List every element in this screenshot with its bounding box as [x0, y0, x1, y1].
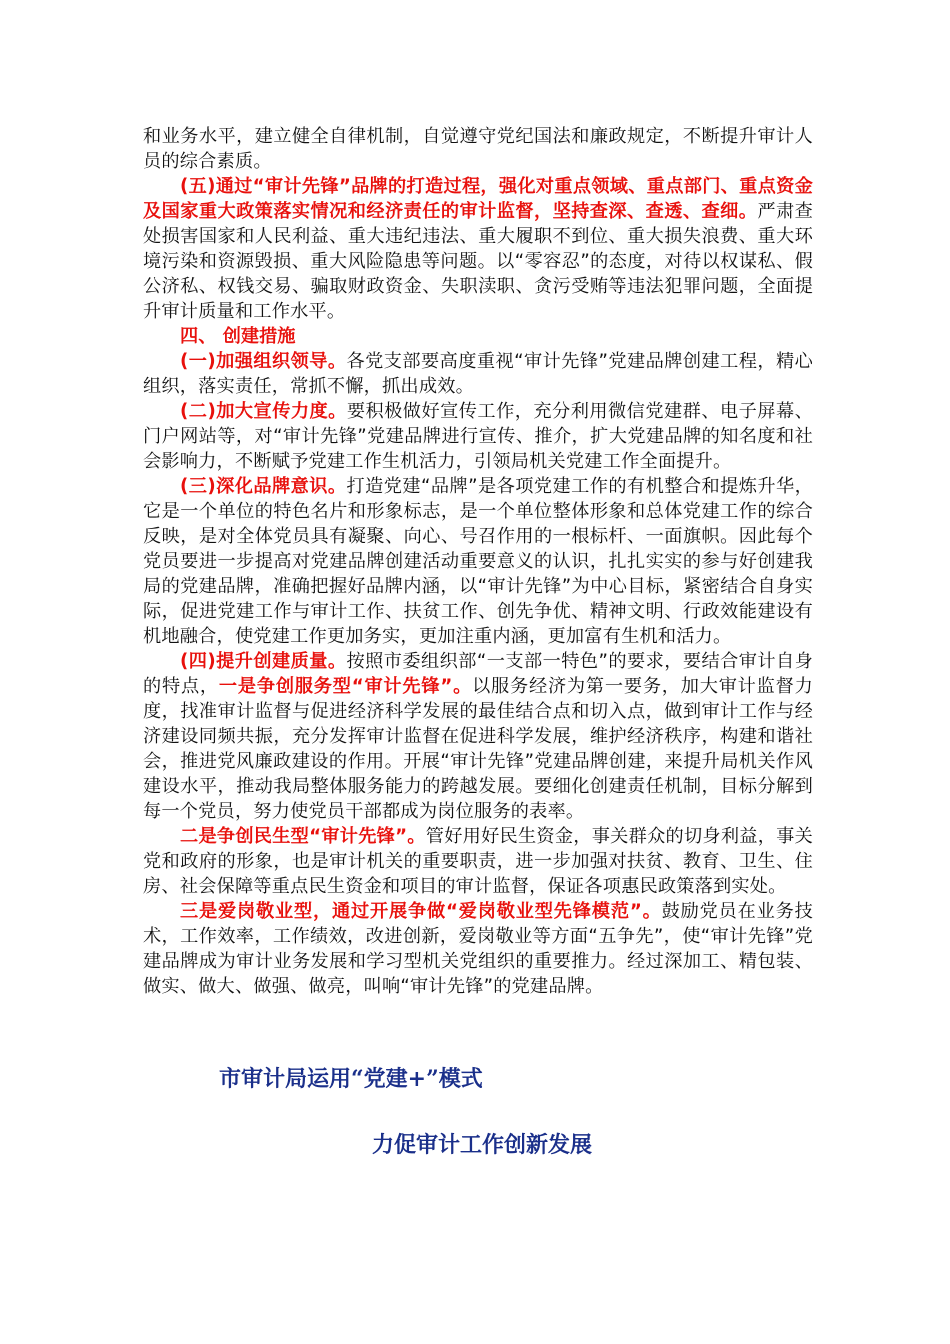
paragraph-text: 严肃查处损害国家和人民利益、重大违纪违法、重大履职不到位、重大损失浪费、重大环境污染和资源毁损、重大风险隐患等问题。以“零容忍”的态度，对待以权谋私、假公济私、权钱交易、骗取财政资金、失职渎职、贪污受贿等违法犯罪问题，全面提升审计质量和工作水平。: [143, 201, 813, 322]
paragraph-text: 以服务经济为第一要务，加大审计监督力度，找准审计监督与促进经济科学发展的最佳结合点和切入点，做到审计工作与经济建设同频共振，充分发挥审计监督在促进科学发展，维护经济秩序，构建和谐社会，推进党风廉政建设的作用。开展“审计先锋”党建品牌创建，来提升局机关作风建设水平，推动我局整体服务能力的跨越发展。要细化创建责任机制，目标分解到每一个党员，努力使党员干部都成为岗位服务的表率。: [143, 676, 813, 822]
measure-1: [143, 349, 813, 399]
paragraph-continuation: 和业务水平，建立健全自律机制，自觉遵守党纪国法和廉政规定，不断提升审计人员的综合素质。: [143, 126, 813, 172]
paragraph-text: 打造党建“品牌”是各项党建工作的有机整合和提炼升华，它是一个单位的特色名片和形象标志，是一个单位整体形象和总体党建工作的综合反映，是对全体党员具有凝聚、向心、号召作用的一根标杆、一面旗帜。因此每个党员要进一步提高对党建品牌创建活动重要意义的认识，扎扎实实的参与好创建我局的党建品牌，准确把握好品牌内涵，以“审计先锋”为中心目标，紧密结合自身实际，促进党建工作与审计工作、扶贫工作、创先争优、精神文明、行政效能建设有机地融合，使党建工作更加务实，更加注重内涵，更加富有生机和活力。: [143, 476, 814, 647]
measure-3: [143, 474, 813, 649]
red-emphasis: 三是爱岗敬业型，通过开展争做“爱岗敬业型先锋模范”。: [180, 901, 662, 922]
paragraph-item-5: [143, 174, 813, 324]
measure-2: [143, 399, 813, 474]
paragraph-text: 各党支部要高度重视“审计先锋”党建品牌创建工程，精心组织，落实责任，常抓不懈，抓出成效。: [143, 351, 814, 397]
red-emphasis: (五)通过“审计先锋”品牌的打造过程，强化对重点领域、重点部门、重点资金及国家重大政策落实情况和经济责任的审计监督，坚持查深、查透、查细。: [143, 176, 813, 222]
section-heading-4: 四、 创建措施: [180, 326, 296, 347]
paragraph-text: 按照市委组织部“一支部一特色”的要求，要结合审计自身的特点，: [143, 651, 814, 697]
article-title-line-1: 市审计局运用“党建+”模式: [219, 1066, 483, 1092]
paragraph-text: 管好用好民生资金，事关群众的切身利益，事关党和政府的形象，也是审计机关的重要职责，进一步加强对扶贫、教育、卫生、住房、社会保障等重点民生资金和项目的审计监督，保证各项惠民政策落到实处。: [143, 826, 814, 897]
red-emphasis: (二)加大宣传力度。: [180, 401, 347, 422]
article-title-line-2: 力促审计工作创新发展: [372, 1132, 593, 1158]
document-body: [143, 124, 813, 999]
measure-4: [143, 649, 813, 824]
red-emphasis: (三)深化品牌意识。: [180, 476, 347, 497]
red-emphasis: 一是争创服务型“审计先锋”。: [218, 676, 473, 697]
measure-4-part-3: [143, 899, 813, 999]
red-emphasis: (四)提升创建质量。: [180, 651, 347, 672]
paragraph-text: 要积极做好宣传工作，充分利用微信党建群、电子屏幕、门户网站等，对“审计先锋”党建品牌进行宣传、推介，扩大党建品牌的知名度和社会影响力，不断赋予党建工作生机活力，引领局机关党建工作全面提升。: [143, 401, 813, 472]
measure-4-part-2: [143, 824, 813, 899]
red-emphasis: 二是争创民生型“审计先锋”。: [180, 826, 426, 847]
paragraph-text: 鼓励党员在业务技术，工作效率，工作绩效，改进创新，爱岗敬业等方面“五争先”，使“审计先锋”党建品牌成为审计业务发展和学习型机关党组织的重要推力。经过深加工、精包装、做实、做大、做强、做亮，叫响“审计先锋”的党建品牌。: [143, 901, 813, 997]
red-emphasis: (一)加强组织领导。: [180, 351, 347, 372]
